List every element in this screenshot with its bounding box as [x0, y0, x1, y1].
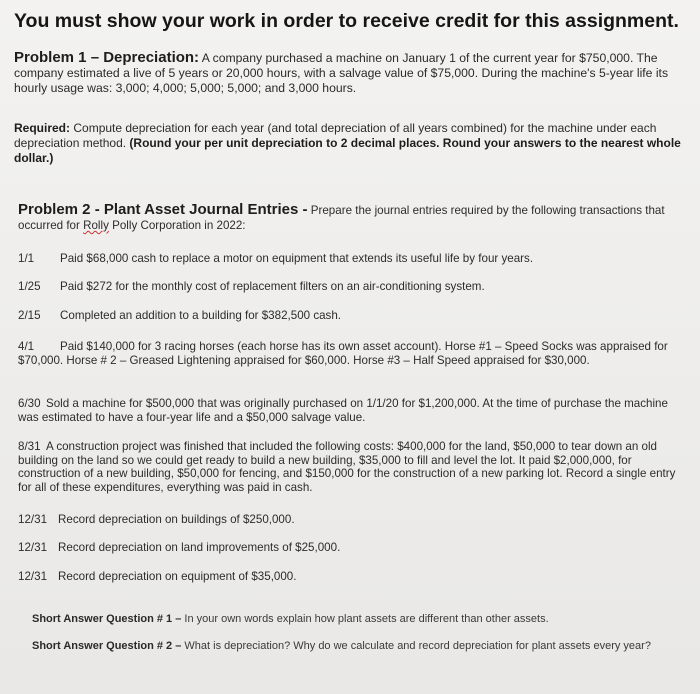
transaction-text: Paid $140,000 for 3 racing horses (each horse has its own asset account). Horse #1 – Speed Socks was appraised for $70,000. Horse # 2 – Greased Lightening appraised for $60,000. Horse #3 – Half Speed appraised for $30,000. [18, 340, 668, 367]
problem-2-intro [18, 202, 688, 233]
transaction-item [18, 340, 682, 367]
short-answer-label: Short Answer Question # 2 – [32, 640, 182, 652]
transaction-text: Record depreciation on buildings of $250,000. [58, 513, 295, 526]
transaction-date: 8/31 [18, 440, 41, 453]
transaction-date: 1/1 [18, 252, 35, 265]
transaction-text: Paid $272 for the monthly cost of replacement filters on an air-conditioning system. [60, 280, 485, 293]
required-rounding-note: (Round your per unit depreciation to 2 decimal places. Round your answers to the nearest whole dollar.) [14, 136, 681, 165]
transaction-date: 12/31 [18, 541, 48, 554]
company-name-misspelled: Rolly [83, 219, 109, 232]
transaction-item [18, 397, 682, 424]
short-answer-label: Short Answer Question # 1 – [32, 613, 182, 625]
transaction-item [18, 252, 682, 266]
problem-1-title: Problem 1 – Depreciation: [14, 49, 200, 66]
transaction-text: Sold a machine for $500,000 that was originally purchased on 1/1/20 for $1,200,000. At the time of purchase the machine was estimated to have a four-year life and a $50,000 salvage value. [18, 397, 668, 424]
problem-1-required [14, 121, 694, 166]
transaction-text: Record depreciation on equipment of $35,000. [58, 570, 297, 583]
transaction-date: 6/30 [18, 397, 41, 410]
transaction-text: A construction project was finished that included the following costs: $400,000 for the land, $50,000 to tear down an old building on the land so we could get ready to build a new building, $35,000 to fill and level the lot. It paid $2,000,000, for construction of a new building, $50,000 for fencing, and $150,000 for the construction of a new parking lot. Record a single entry for all of these expenditures, everything was paid in cash. [18, 440, 676, 494]
transaction-text: Completed an addition to a building for $382,500 cash. [60, 309, 342, 322]
problem-2-intro-b: Polly Corporation in 2022: [112, 219, 246, 232]
transaction-date: 4/1 [18, 340, 35, 353]
problem-1 [14, 50, 694, 96]
problem-2-intro-a: Prepare the journal entries required by the following transactions that occurred for [18, 204, 665, 232]
transaction-item [18, 309, 682, 323]
short-answer-text: What is depreciation? Why do we calculate and record depreciation for plant assets every year? [184, 640, 651, 652]
transaction-text: Record depreciation on land improvements of $25,000. [58, 541, 341, 554]
required-text: Compute depreciation for each year (and total depreciation of all years combined) for the machine under each depreciation method. [14, 121, 657, 150]
short-answer-text: In your own words explain how plant assets are different than other assets. [184, 613, 549, 625]
required-label: Required: [14, 121, 71, 135]
short-answer-question [32, 612, 682, 626]
transaction-date: 1/25 [18, 280, 41, 293]
transaction-item [18, 440, 682, 494]
transaction-date: 2/15 [18, 309, 41, 322]
transaction-date: 12/31 [18, 570, 48, 583]
transaction-item [18, 541, 682, 555]
transaction-date: 12/31 [18, 513, 48, 526]
problem-2-title: Problem 2 - Plant Asset Journal Entries - [18, 201, 308, 218]
transaction-item [18, 513, 682, 527]
transaction-item [18, 570, 682, 584]
problem-1-body: A company purchased a machine on January 1 of the current year for $750,000. The company estimated a live of 5 years or 20,000 hours, with a salvage value of $75,000. During the machine's 5-year life its hourly usage was: 3,000; 4,000; 5,000; 5,000; and 3,000 hours. [14, 51, 669, 95]
page-header: You must show your work in order to receive credit for this assignment. [14, 10, 679, 32]
transaction-text: Paid $68,000 cash to replace a motor on equipment that extends its useful life by four years. [60, 252, 534, 265]
short-answer-question [32, 639, 682, 653]
transaction-item [18, 280, 682, 294]
